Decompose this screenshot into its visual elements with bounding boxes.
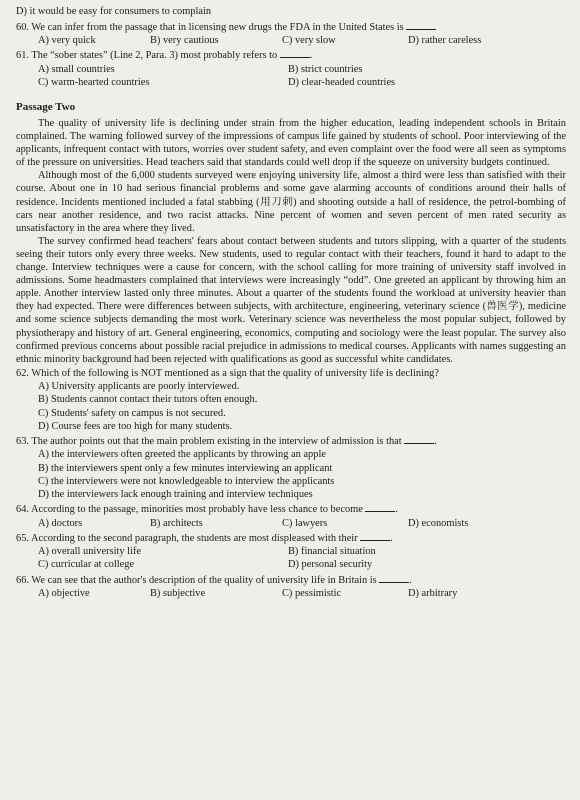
option-d: D) rather careless bbox=[408, 35, 482, 46]
passage-paragraph: The survey confirmed head teachers' fears about contact between students and tutors slipping, with a quarter of the students seeing their tutors only every three weeks. New students, used to regular contact with their teachers, found it hard to adapt to the change. Interview techniques were a cause for concern, with the school calling for more training of university staff involved in admissions. Some headmasters complained that interviews were increasingly “odd”. One greeted an applicant by throwing him an apple. Another interview lasted only three minutes. About a quarter of the students found the workload at university heavier than they had expected. There were differences between subjects, with architecture, engineering, veterinary science (兽医学), medicine and some science subjects demanding the most work. Veterinary science was nevertheless the most popular subject, followed by physiotherapy and history of art. General engineering, economics, computing and sociology were the least popular. The survey also confirmed previous concerns about possible racial prejudice in admissions to medical courses. Applicants with names suggesting an ethnic minority background had been rejected with qualifications as good as successful white candidates. bbox=[16, 235, 566, 365]
question-60 bbox=[16, 20, 566, 48]
answer-blank bbox=[365, 502, 395, 512]
option-b: B) architects bbox=[150, 517, 203, 529]
question-64: 64. According to the passage, minorities most probably have less chance to become . A) doctors B) architects C) lawyers D) economists bbox=[16, 504, 469, 529]
option-b: B) financial situation bbox=[288, 546, 376, 558]
option-c: C) Students' safety on campus is not secured. bbox=[38, 407, 226, 419]
option-d: D) clear-headed countries bbox=[288, 76, 396, 88]
option-b: B) Students cannot contact their tutors often enough. bbox=[38, 394, 258, 406]
prev-question-option-d: D) it would be easy for consumers to complain bbox=[16, 6, 212, 17]
option-c: C) curricular at college bbox=[38, 559, 135, 571]
question-65: 65. According to the second paragraph, the students are most displeased with their . A) overall university life B) financial situation C) curricular at college D) personal security bbox=[16, 532, 393, 571]
question-63-text: 63. The author points out that the main problem existing in the interview of admission is that bbox=[16, 436, 402, 448]
option-a: A) the interviewers often greeted the applicants by throwing an apple bbox=[38, 449, 326, 461]
option-d: D) economists bbox=[408, 517, 469, 529]
option-a: A) very quick bbox=[38, 35, 96, 46]
answer-blank bbox=[404, 434, 434, 444]
option-c: C) warm-hearted countries bbox=[38, 76, 150, 88]
option-c: C) very slow bbox=[282, 35, 336, 46]
option-d: D) the interviewers lack enough training and interview techniques bbox=[38, 489, 313, 501]
option-c: C) pessimistic bbox=[282, 588, 342, 600]
option-a: A) doctors bbox=[38, 517, 83, 529]
option-d: D) personal security bbox=[288, 559, 373, 571]
answer-blank bbox=[360, 531, 390, 541]
option-a: A) objective bbox=[38, 588, 90, 600]
question-61: 61. The “sober states” (Line 2, Para. 3) most probably refers to . A) small countries B) strict countries C) warm-hearted countries D) clear-headed countries bbox=[16, 50, 396, 88]
question-62-text: 62. Which of the following is NOT mentioned as a sign that the quality of university life is declining? bbox=[16, 367, 439, 379]
option-b: B) the interviewers spent only a few minutes interviewing an applicant bbox=[38, 462, 333, 474]
option-d: D) arbitrary bbox=[408, 588, 458, 600]
option-a: A) overall university life bbox=[38, 546, 142, 558]
answer-blank bbox=[280, 48, 310, 58]
question-65-text: 65. According to the second paragraph, the students are most displeased with their bbox=[16, 532, 358, 544]
passage-body bbox=[16, 117, 566, 366]
option-b: B) subjective bbox=[150, 588, 206, 600]
question-61-text: 61. The “sober states” (Line 2, Para. 3) most probably refers to bbox=[16, 50, 278, 62]
option-d: D) Course fees are too high for many students. bbox=[38, 420, 233, 432]
option-a: A) University applicants are poorly interviewed. bbox=[38, 381, 240, 393]
question-66: 66. We can see that the author's description of the quality of university life in Britain is . A) objective B) subjective C) pessimistic D) arbitrary bbox=[16, 574, 458, 600]
question-62 bbox=[16, 367, 566, 433]
question-63: 63. The author points out that the main problem existing in the interview of admission is that . A) the interviewers often greeted the applicants by throwing an apple B) the interviewers spent only a few minutes interviewing an applicant C) the interviewers were not knowledgeable to interview the applicants D) the interviewers lack enough training and interview techniques bbox=[16, 434, 566, 501]
question-66-text: 66. We can see that the author's description of the quality of university life in Britain is bbox=[16, 574, 377, 586]
question-60-text: 60. We can infer from the passage that in licensing new drugs the FDA in the United States is bbox=[16, 21, 404, 33]
answer-blank bbox=[379, 573, 409, 583]
option-c: C) lawyers bbox=[282, 517, 328, 529]
question-64-text: 64. According to the passage, minorities most probably have less chance to become bbox=[16, 504, 363, 516]
option-b: B) strict countries bbox=[288, 63, 363, 75]
passage-paragraph: The quality of university life is declining under strain from the higher education, leading independent schools in Britain complained. The warning followed survey of the impressions of campus life gained by students of school. Poor interviewing of the applicants, infrequent contact with tutors, worries over student safety, and even complaint over the food were all seen as symptoms of the pressure on universities. Head teachers said that standards could well drop if the squeeze on university budgets continued. bbox=[16, 118, 566, 169]
passage-heading: Passage Two bbox=[16, 101, 76, 114]
option-a: A) small countries bbox=[38, 63, 115, 75]
answer-blank bbox=[406, 20, 436, 30]
option-c: C) the interviewers were not knowledgeable to interview the applicants bbox=[38, 475, 335, 487]
passage-paragraph: Although most of the 6,000 students surveyed were enjoying university life, almost a third were less than satisfied with their course. About one in 10 had serious financial problems and some gave alarming accounts of conditions around their halls of residence. Incidents mentioned included a fatal stabbing (用刀刺) and shooting outside a hall of residence, the petrol-bombing of cars near another residence, and two racist attacks. Nine percent of women and seven percent of men rated security as unsatisfactory in the area where they lived. bbox=[16, 170, 566, 234]
option-b: B) very cautious bbox=[150, 35, 219, 46]
